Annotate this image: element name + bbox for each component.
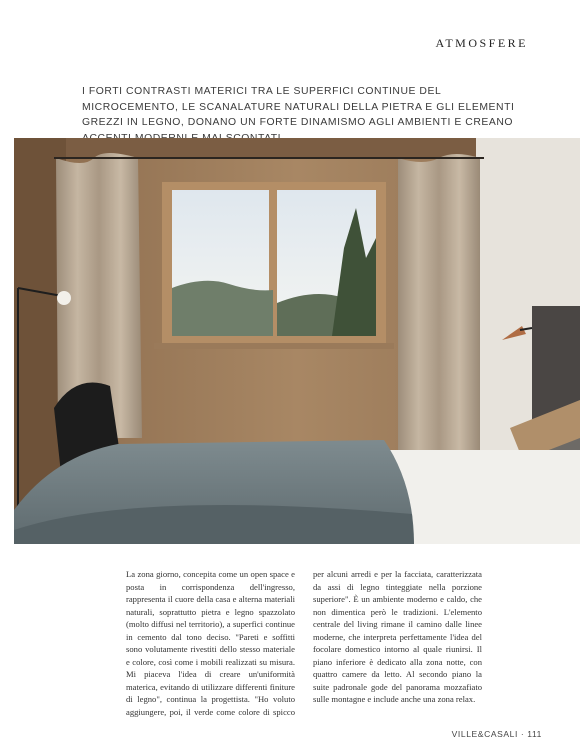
lead-paragraph: I FORTI CONTRASTI MATERICI TRA LE SUPERFICI CONTINUE DEL MICROCEMENTO, LE SCANALATURE NATURALI DELLA PIETRA E GLI ELEMENTI GREZZI IN LEGNO, DONANO UN FORTE DINAMISMO AGLI AMBIENTI E CREANO <box>82 86 515 128</box>
body-text: La zona giorno, concepita come un open space e posta in corrispondenza dell'ingresso, rappresenta il cuore della casa e alterna materiali naturali, soprattutto pietra e legno spazzolato (molto diffusi nel territorio), a superfici continue in cemento dal tono deciso. "Pareti e soffitti sono volutamente rivestiti dello stesso materiale e colore, così come i mobili realizzati su misura. Mi piaceva l'idea di creare un'uniformità materica, evitando di utilizzare differenti finiture di legno", continua la progettista. "Ho voluto aggiungere, poi, il verde come colore di spicco per alcuni arredi e per la facciata, caratterizzata da assi di legno tinteggiate nella porzione superiore". È un ambiente moderno e caldo, che non dimentica però le tradizioni. L'elemento centrale del living rimane il camino dalle linee moderne, che interpreta perfettamente l'idea del focolare domestico intorno al quale riunirsi. Il piano inferiore è dedicato alla zona notte, con quattro camere da letto. Al secondo piano la suite padronale gode del panorama mozzafiato sulle montagne e include anche una zona relax. <box>126 569 482 717</box>
section-title: ATMOSFERE <box>435 36 528 50</box>
bedroom-photo <box>14 138 580 544</box>
page-folio: VILLE&CASALI · 111 <box>451 729 542 739</box>
